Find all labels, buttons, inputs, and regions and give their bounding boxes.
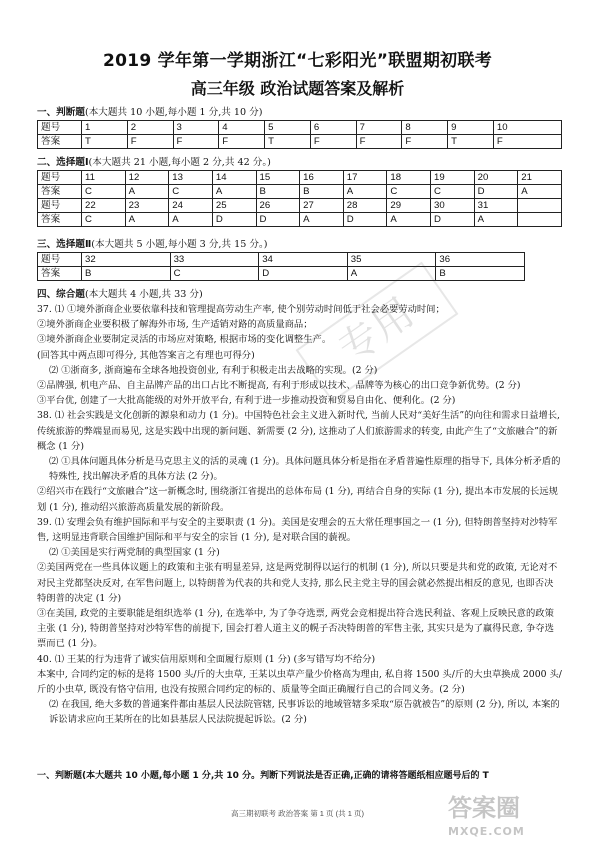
table-cell: D xyxy=(474,185,518,199)
table-cell: 29 xyxy=(387,199,431,213)
answer-paragraph: ⑵ ①浙商多, 浙商遍布全球各地投资创业, 有利于积极走出去战略的实现。(2 分) xyxy=(49,364,378,376)
table-cell: 7 xyxy=(356,121,402,135)
answer-paragraph: ③平台优, 创建了一大批高能级的对外开放平台, 有利于进一步推动投资和贸易自由化、便利化。(2 分) xyxy=(37,395,456,407)
table-cell: 31 xyxy=(474,199,518,213)
answer-body xyxy=(37,302,562,728)
table-cell: 19 xyxy=(431,171,475,185)
table-cell: C xyxy=(170,267,259,281)
section-1-label: 一、判断题 xyxy=(37,107,85,118)
table-cell: A xyxy=(347,267,436,281)
answer-paragraph: ②绍兴市在践行“文旅融合”这一新概念时, 围绕浙江省提出的总体布局 (1 分), 再结合自身的实际 (1 分), 提出本市发展的长远规划 (1 分), 推动绍兴旅游高质量发展的新阶段。 xyxy=(37,486,558,513)
table-cell: C xyxy=(431,185,475,199)
section-2-label: 二、选择题Ⅰ xyxy=(37,157,89,168)
table-row xyxy=(38,135,562,149)
table-cell: 13 xyxy=(169,171,213,185)
table-cell: C xyxy=(169,185,213,199)
table-cell: 题号 xyxy=(38,121,82,135)
page-subtitle: 高三年级 政治试题答案及解析 xyxy=(190,79,405,98)
table-cell: 答案 xyxy=(38,213,82,227)
table-cell: F xyxy=(219,135,265,149)
table-cell: B xyxy=(82,267,171,281)
table-cell: B xyxy=(256,185,300,199)
table-cell: 35 xyxy=(347,253,436,267)
table-cell: D xyxy=(259,267,348,281)
table-cell: A xyxy=(474,213,518,227)
section-4-desc: (本大题共 4 小题,共 33 分) xyxy=(84,289,203,300)
table-cell: 3 xyxy=(173,121,219,135)
table-cell: 答案 xyxy=(38,135,82,149)
table-cell: 答案 xyxy=(38,267,82,281)
table-cell xyxy=(518,213,562,227)
table-cell: F xyxy=(356,135,402,149)
table-cell: 23 xyxy=(125,199,169,213)
table-cell: A xyxy=(125,213,169,227)
section-2-desc: (本大题共 21 小题,每小题 2 分,共 42 分。) xyxy=(88,157,271,168)
table-cell: A xyxy=(387,213,431,227)
table-cell: 9 xyxy=(448,121,494,135)
watermark-text: 答案圈 xyxy=(448,794,520,822)
table-cell: 30 xyxy=(431,199,475,213)
answer-paragraph: ⑵ ①具体问题具体分析是马克思主义的活的灵魂 (1 分)。具体问题具体分析是指在矛盾普遍性原理的指导下, 具体分析矛盾的特殊性, 找出解决矛盾的具体方法 (2 分)。 xyxy=(49,456,561,483)
table-row xyxy=(38,253,525,267)
table-cell: A xyxy=(212,185,256,199)
table-cell: C xyxy=(387,185,431,199)
table-cell: F xyxy=(493,135,561,149)
watermark-url: MXQE.COM xyxy=(448,825,525,838)
table-cell: A xyxy=(169,213,213,227)
table-cell: F xyxy=(402,135,448,149)
table-cell: 15 xyxy=(256,171,300,185)
table-cell: 11 xyxy=(82,171,126,185)
section-1-table xyxy=(37,120,562,149)
table-cell: D xyxy=(212,213,256,227)
answer-paragraph: 本案中, 合同约定的标的是将 1500 头/斤的大虫草, 王某以虫草产量少价格高为理由, 私自将 1500 头/斤的大虫草换成 2000 头/斤的小虫草, 既没有恪守信用, 也没有按照合同约定的标的、质量等全面正确履行自己的合同义务。(2 分) xyxy=(37,668,562,696)
table-cell: B xyxy=(436,267,525,281)
table-row xyxy=(38,185,562,199)
table-cell: 6 xyxy=(310,121,356,135)
table-cell: 答案 xyxy=(38,185,82,199)
table-cell: 33 xyxy=(170,253,259,267)
answer-paragraph: (回答其中两点即可得分, 其他答案言之有理也可得分) xyxy=(37,349,255,361)
table-cell: C xyxy=(82,185,126,199)
table-cell: 1 xyxy=(82,121,128,135)
answer-paragraph: ②美国两党在一些具体议题上的政策和主张有明显差异, 这是两党制得以运行的机制 (1 分), 所以只要是共和党的政策, 无论对不对民主党都坚决反对, 在军售问题上, 以特朗普为代表的共和党人支持, 那么民主党主导的国会就必然提出相反的意见, 也即否决特朗普的决定 (1 分) xyxy=(37,562,558,604)
table-cell: A xyxy=(125,185,169,199)
page-title: 2019 学年第一学期浙江“七彩阳光”联盟期初联考 xyxy=(102,51,493,71)
table-cell: A xyxy=(300,213,344,227)
answer-paragraph: ⑵ ①美国是实行两党制的典型国家 (1 分) xyxy=(49,547,220,559)
table-cell: 24 xyxy=(169,199,213,213)
section-2-heading xyxy=(37,154,271,168)
table-row xyxy=(38,171,562,185)
table-cell: 32 xyxy=(82,253,171,267)
table-cell: T xyxy=(448,135,494,149)
table-cell: 18 xyxy=(387,171,431,185)
table-cell: 26 xyxy=(256,199,300,213)
table-cell: 题号 xyxy=(38,199,82,213)
table-cell: F xyxy=(173,135,219,149)
section-3-table xyxy=(37,252,525,281)
table-cell: 20 xyxy=(474,171,518,185)
table-cell: T xyxy=(265,135,311,149)
table-cell xyxy=(518,199,562,213)
table-cell: 12 xyxy=(125,171,169,185)
answer-paragraph: ③境外浙商企业要制定灵活的市场应对策略, 根据市场的变化调整生产。 xyxy=(37,334,332,346)
answer-paragraph: ②境外浙商企业要积极了解海外市场, 生产适销对路的高质量商品； xyxy=(37,319,313,331)
table-cell: A xyxy=(343,185,387,199)
table-cell: 25 xyxy=(212,199,256,213)
table-cell: D xyxy=(256,213,300,227)
section-3-desc: (本大题共 5 小题,每小题 3 分,共 15 分。) xyxy=(91,239,268,250)
table-cell: 题号 xyxy=(38,253,82,267)
section-1-desc: (本大题共 10 小题,每小题 1 分,共 10 分) xyxy=(84,107,263,118)
section-4-heading xyxy=(37,286,203,300)
table-cell: T xyxy=(82,135,128,149)
table-cell: 34 xyxy=(259,253,348,267)
table-row xyxy=(38,213,562,227)
faded-stamp: 专用 xyxy=(296,262,459,403)
table-cell: 16 xyxy=(300,171,344,185)
table-cell: 27 xyxy=(300,199,344,213)
table-cell: D xyxy=(343,213,387,227)
table-row xyxy=(38,199,562,213)
answer-paragraph: ②品牌强, 机电产品、自主品牌产品的出口占比不断提高, 有利于形成以技术、品牌等为核心的出口竞争新优势。(2 分) xyxy=(37,380,521,392)
table-cell: C xyxy=(82,213,126,227)
answer-paragraph: 40. ⑴ 王某的行为违背了诚实信用原则和全面履行原则 (1 分) (多写错写均不给分) xyxy=(37,653,376,665)
table-cell: 10 xyxy=(493,121,561,135)
page-footer: 高三期初联考 政治答案 第 1 页 (共 1 页) xyxy=(231,809,364,818)
question-section-heading: 一、判断题(本大题共 10 小题,每小题 1 分,共 10 分。判断下列说法是否正确,正确的请将答题纸相应题号后的 T xyxy=(37,771,489,781)
table-cell: F xyxy=(127,135,173,149)
table-cell: 5 xyxy=(265,121,311,135)
table-cell: D xyxy=(431,213,475,227)
table-cell: 4 xyxy=(219,121,265,135)
answer-paragraph: ③在美国, 政党的主要职能是组织选举 (1 分), 在选举中, 为了争夺选票, 两党会竞相提出符合选民利益、客观上反映民意的政策主张 (1 分), 特朗普坚持对沙特军售的前提下, 国会打着人道主义的幌子否决特朗普的军售主张, 其实只是为了赢得民意, 争夺选票而已 (1 分)。 xyxy=(37,608,554,650)
table-cell: B xyxy=(300,185,344,199)
table-cell: 8 xyxy=(402,121,448,135)
section-1-heading xyxy=(37,104,263,118)
section-3-label: 三、选择题Ⅱ xyxy=(37,239,92,250)
table-cell: 2 xyxy=(127,121,173,135)
section-2-table xyxy=(37,170,562,227)
table-cell: 36 xyxy=(436,253,525,267)
watermark-logo xyxy=(448,788,588,838)
table-cell: 17 xyxy=(343,171,387,185)
section-3-heading xyxy=(37,236,268,250)
table-cell: 28 xyxy=(343,199,387,213)
answer-paragraph: 39. ⑴ 安理会负有维护国际和平与安全的主要职责 (1 分)。美国是安理会的五大常任理事国之一 (1 分), 但特朗普坚持对沙特军售, 这明显违背联合国维护国际和平与安全的宗旨 (1 分), 是对联合国的藐视。 xyxy=(37,516,558,544)
table-cell: A xyxy=(518,185,562,199)
answer-paragraph: 38. ⑴ 社会实践是文化创新的源泉和动力 (1 分)。中国特色社会主义进入新时代, 当前人民对“美好生活”的向往和需求日益增长, 传统旅游的弊端显而易见, 这是实践中出现的新问题、新需要 (2 分), 这推动了人们旅游需求的转变, 由此产生了“文旅融合”的新概念 (1 分) xyxy=(37,410,560,452)
table-cell: 21 xyxy=(518,171,562,185)
table-cell: 14 xyxy=(212,171,256,185)
answer-paragraph: 37. ⑴ ①境外浙商企业要依靠科技和管理提高劳动生产率, 使个别劳动时间低于社会必要劳动时间； xyxy=(37,304,445,315)
table-row xyxy=(38,267,525,281)
answer-paragraph: ⑵ 在我国, 绝大多数的普通案件都由基层人民法院管辖, 民事诉讼的地域管辖多采取“原告就被告”的原则 (2 分), 所以, 本案的诉讼请求应向王某所在的比如县基层人民法院提起诉讼。(2 分) xyxy=(49,699,560,726)
table-cell: 题号 xyxy=(38,171,82,185)
table-row xyxy=(38,121,562,135)
section-4-label: 四、综合题 xyxy=(37,289,85,300)
table-cell: F xyxy=(310,135,356,149)
table-cell: 22 xyxy=(82,199,126,213)
